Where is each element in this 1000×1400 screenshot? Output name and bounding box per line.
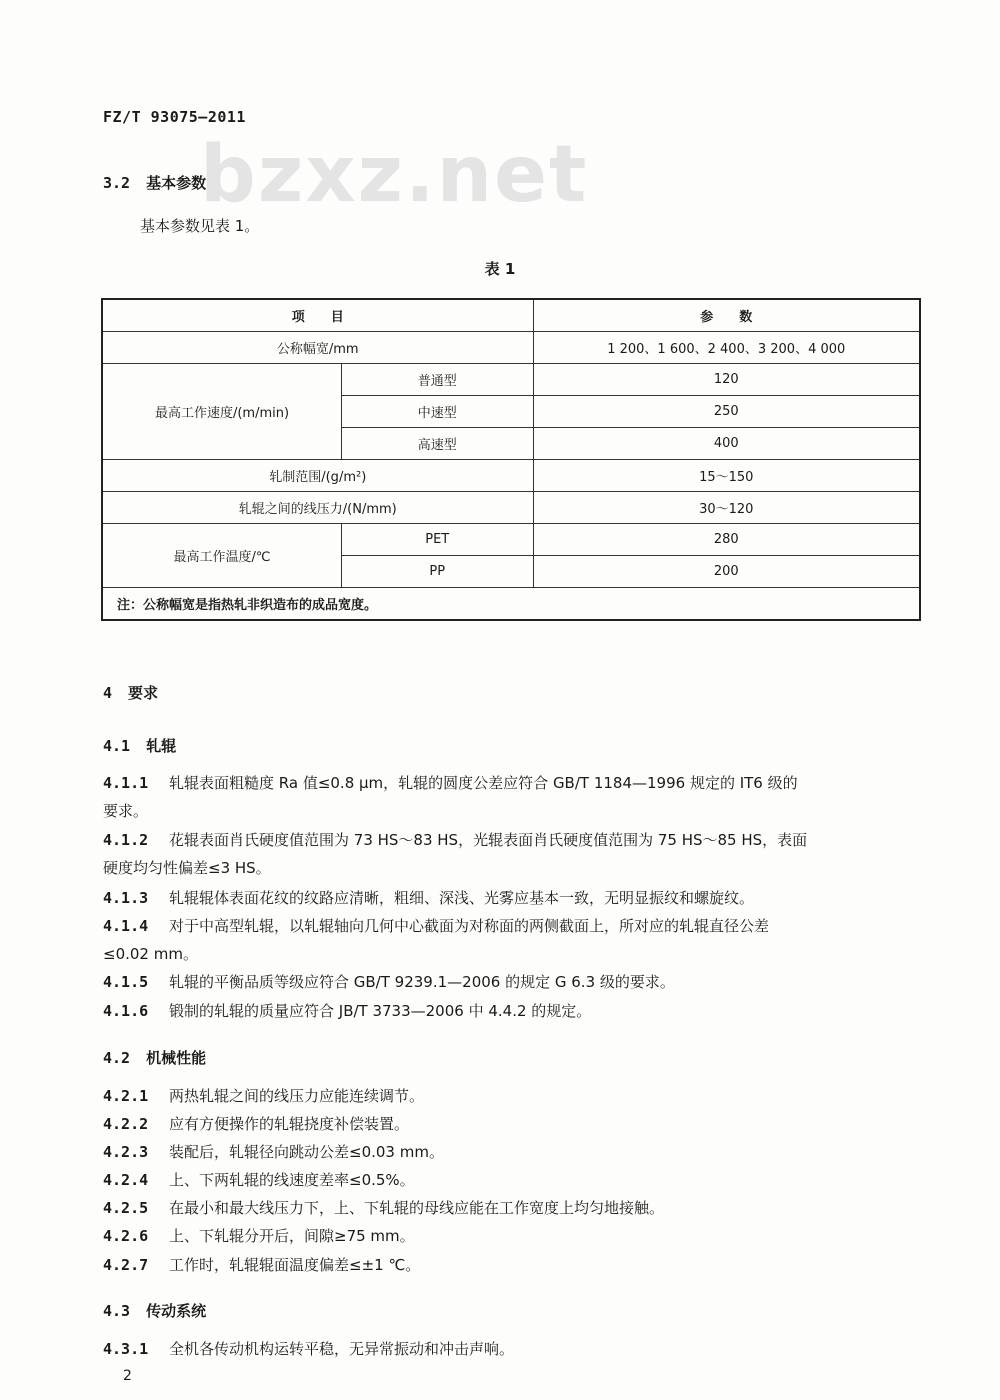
clause-number: 4.1.3: [103, 889, 149, 907]
clause-number: 4.1.2: [103, 831, 149, 849]
table-cell-value: 250: [533, 396, 920, 428]
clause-number: 4.2.1: [103, 1087, 149, 1105]
clause-text: 上、下轧辊分开后，间隙≥75 mm。: [169, 1227, 415, 1245]
table-cell-label: 最高工作温度/℃: [102, 524, 342, 588]
clause-text: 上、下两轧辊的线速度差率≤0.5%。: [169, 1171, 415, 1189]
table-cell-subtype: 中速型: [342, 396, 534, 428]
table-caption: 表 1: [484, 260, 516, 278]
table-header-param: 参 数: [533, 299, 920, 332]
clause-number: 4.2.7: [103, 1256, 149, 1274]
clause-text: 轧辊表面粗糙度 Ra 值≤0.8 μm，轧辊的圆度公差应符合 GB/T 1184—1996 规定的 IT6 级的: [169, 774, 798, 792]
clause-number: 4.2.3: [103, 1143, 149, 1161]
section-number: 4.1: [103, 737, 131, 755]
clause-4-2-6: [103, 1222, 923, 1250]
clause-4-1-4: [103, 912, 923, 968]
section-4-2-heading: [103, 1047, 206, 1068]
clause-4-1-6: [103, 997, 923, 1025]
table-cell-value: 120: [533, 364, 920, 396]
table-cell-value: 15～150: [533, 460, 920, 492]
clause-number: 4.2.5: [103, 1199, 149, 1217]
clause-number: 4.1.4: [103, 917, 149, 935]
clause-text: 装配后，轧辊径向跳动公差≤0.03 mm。: [169, 1143, 444, 1161]
clause-4-3-1: [103, 1335, 923, 1363]
table-note: 注：公称幅宽是指热轧非织造布的成品宽度。: [102, 588, 920, 621]
clause-continuation: 硬度均匀性偏差≤3 HS。: [103, 859, 271, 877]
clause-text: 在最小和最大线压力下，上、下轧辊的母线应能在工作宽度上均匀地接触。: [169, 1199, 665, 1217]
section-number: 4: [103, 684, 113, 702]
table-cell-label: 公称幅宽/mm: [102, 332, 533, 364]
table-cell-label: 轧制范围/(g/m²): [102, 460, 533, 492]
clause-text: 对于中高型轧辊，以轧辊轴向几何中心截面为对称面的两侧截面上，所对应的轧辊直径公差: [169, 917, 770, 935]
watermark: bzxz.net: [200, 130, 589, 220]
section-4-3-heading: [103, 1300, 206, 1321]
table-cell-subtype: 普通型: [342, 364, 534, 396]
clause-4-2-4: [103, 1166, 923, 1194]
section-title: 机械性能: [146, 1049, 207, 1067]
clause-number: 4.2.2: [103, 1115, 149, 1133]
table-cell-label: 轧辊之间的线压力/(N/mm): [102, 492, 533, 524]
clause-text: 全机各传动机构运转平稳，无异常振动和冲击声响。: [169, 1340, 515, 1358]
clause-4-2-5: [103, 1194, 923, 1222]
section-title: 传动系统: [146, 1302, 207, 1320]
clause-text: 锻制的轧辊的质量应符合 JB/T 3733—2006 中 4.4.2 的规定。: [169, 1002, 592, 1020]
clause-number: 4.1.6: [103, 1002, 149, 1020]
clause-4-1-1: [103, 769, 923, 825]
section-number: 4.3: [103, 1302, 131, 1320]
table-cell-value: 1 200、1 600、2 400、3 200、4 000: [533, 332, 920, 364]
section-title: 要求: [128, 684, 159, 702]
section-3-2-intro: 基本参数见表 1。: [140, 217, 260, 235]
clause-4-2-3: [103, 1138, 923, 1166]
clause-number: 4.1.1: [103, 774, 149, 792]
table-cell-label: 最高工作速度/(m/min): [102, 364, 342, 460]
clause-continuation: ≤0.02 mm。: [103, 945, 198, 963]
clause-number: 4.3.1: [103, 1340, 149, 1358]
clause-4-2-1: [103, 1082, 923, 1110]
clause-text: 轧辊辊体表面花纹的纹路应清晰，粗细、深浅、光雾应基本一致，无明显振纹和螺旋纹。: [169, 889, 755, 907]
section-number: 4.2: [103, 1049, 131, 1067]
clause-4-1-2: [103, 826, 923, 882]
clause-number: 4.2.4: [103, 1171, 149, 1189]
document-id: FZ/T 93075—2011: [103, 108, 246, 126]
clause-4-1-5: [103, 968, 923, 996]
table-cell-subtype: PET: [342, 524, 534, 556]
section-title: 基本参数: [146, 174, 207, 192]
clause-text: 两热轧辊之间的线压力应能连续调节。: [169, 1087, 425, 1105]
clause-4-2-7: [103, 1251, 923, 1279]
table-cell-value: 400: [533, 428, 920, 460]
table-cell-value: 200: [533, 556, 920, 588]
clause-4-1-3: [103, 884, 923, 912]
parameter-table: [101, 298, 921, 621]
clause-number: 4.1.5: [103, 973, 149, 991]
table-header-item: 项 目: [102, 299, 533, 332]
clause-text: 应有方便操作的轧辊挠度补偿装置。: [169, 1115, 410, 1133]
section-4-heading: [103, 682, 158, 703]
section-3-2-heading: [103, 172, 206, 193]
clause-continuation: 要求。: [103, 802, 149, 820]
clause-text: 花辊表面肖氏硬度值范围为 73 HS～83 HS，光辊表面肖氏硬度值范围为 75 HS～85 HS，表面: [169, 831, 808, 849]
clause-text: 轧辊的平衡品质等级应符合 GB/T 9239.1—2006 的规定 G 6.3 级的要求。: [169, 973, 675, 991]
section-title: 轧辊: [146, 737, 177, 755]
section-number: 3.2: [103, 174, 131, 192]
table-cell-value: 30～120: [533, 492, 920, 524]
page-number: 2: [123, 1368, 132, 1384]
clause-4-2-2: [103, 1110, 923, 1138]
section-4-1-heading: [103, 735, 176, 756]
clause-number: 4.2.6: [103, 1227, 149, 1245]
table-cell-value: 280: [533, 524, 920, 556]
table-cell-subtype: 高速型: [342, 428, 534, 460]
clause-text: 工作时，轧辊辊面温度偏差≤±1 ℃。: [169, 1256, 421, 1274]
table-cell-subtype: PP: [342, 556, 534, 588]
